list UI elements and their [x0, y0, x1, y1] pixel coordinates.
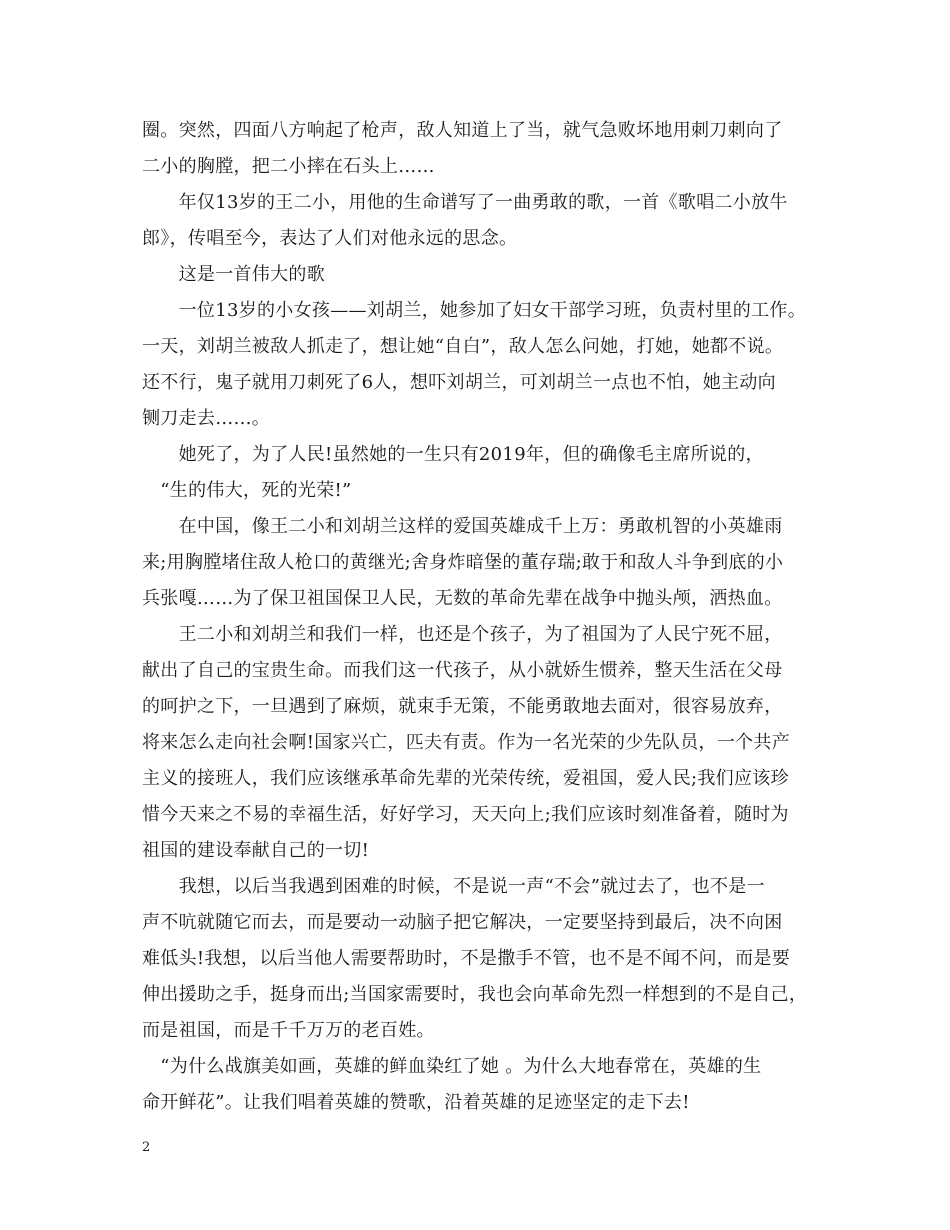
text-line: 王二小和刘胡兰和我们一样，也还是个孩子，为了祖国为了人民宁死不屈，: [142, 624, 783, 645]
text-line: 主义的接班人，我们应该继承革命先辈的光荣传统，爱祖国，爱人民;我们应该珍: [142, 768, 789, 789]
text-line: “生的伟大，死的光荣!”: [142, 480, 352, 501]
text-line: 将来怎么走向社会啊!国家兴亡，匹夫有责。作为一名光荣的少先队员，一个共产: [142, 732, 791, 753]
text-line: 一天，刘胡兰被敌人抓走了，想让她“自白”，敌人怎么问她，打她，她都不说。: [142, 336, 784, 357]
text-line: 兵张嘎……为了保卫祖国保卫人民，无数的革命先辈在战争中抛头颅，洒热血。: [142, 588, 783, 609]
text-line: 伸出援助之手，挺身而出;当国家需要时，我也会向革命先烈一样想到的不是自己，: [142, 984, 808, 1005]
text-line: 献出了自己的宝贵生命。而我们这一代孩子，从小就娇生惯养，整天生活在父母: [142, 660, 783, 681]
page-number: 2: [142, 1140, 151, 1155]
text-line: 声不吭就随它而去，而是要动一动脑子把它解决，一定要坚持到最后，决不向困: [142, 912, 783, 933]
text-line: 来;用胸膛堵住敌人枪口的黄继光;舍身炸暗堡的董存瑞;敢于和敌人斗争到底的小: [142, 552, 784, 573]
text-line: 一位13岁的小女孩——刘胡兰，她参加了妇女干部学习班，负责村里的工作。: [142, 300, 807, 321]
text-line: 祖国的建设奉献自己的一切!: [142, 840, 370, 861]
text-line: 二小的胸膛，把二小摔在石头上……: [142, 156, 435, 177]
text-line: 难低头!我想，以后当他人需要帮助时，不是撒手不管，也不是不闻不问，而是要: [142, 948, 791, 969]
text-line: 圈。突然，四面八方响起了枪声，敌人知道上了当，就气急败坏地用刺刀刺向了: [142, 120, 783, 141]
text-line: 的呵护之下，一旦遇到了麻烦，就束手无策，不能勇敢地去面对，很容易放弃，: [142, 696, 783, 717]
document-body: [142, 113, 822, 1121]
text-line: 还不行，鬼子就用刀刺死了6人，想吓刘胡兰，可刘胡兰一点也不怕，她主动向: [142, 372, 776, 393]
text-line: 她死了，为了人民!虽然她的一生只有2019年，但的确像毛主席所说的，: [142, 444, 764, 465]
text-line: 在中国，像王二小和刘胡兰这样的爱国英雄成千上万：勇敢机智的小英雄雨: [142, 516, 783, 537]
text-line: 而是祖国，而是千千万万的老百姓。: [142, 1020, 435, 1041]
text-line: 铡刀走去……。: [142, 408, 271, 429]
text-line: 惜今天来之不易的幸福生活，好好学习，天天向上;我们应该时刻准备着，随时为: [142, 804, 789, 825]
text-line: 我想，以后当我遇到困难的时候，不是说一声“不会”就过去了，也不是一: [142, 876, 765, 897]
text-line: 命开鲜花”。让我们唱着英雄的赞歌，沿着英雄的足迹坚定的走下去!: [142, 1092, 690, 1113]
text-line: “为什么战旗美如画，英雄的鲜血染红了她 。为什么大地春常在，英雄的生: [142, 1056, 762, 1077]
text-line: 年仅13岁的王二小，用他的生命谱写了一曲勇敢的歌，一首《歌唱二小放牛: [142, 192, 788, 213]
text-line: 这是一首伟大的歌: [142, 264, 325, 285]
text-line: 郎》，传唱至今，表达了人们对他永远的思念。: [142, 228, 518, 249]
